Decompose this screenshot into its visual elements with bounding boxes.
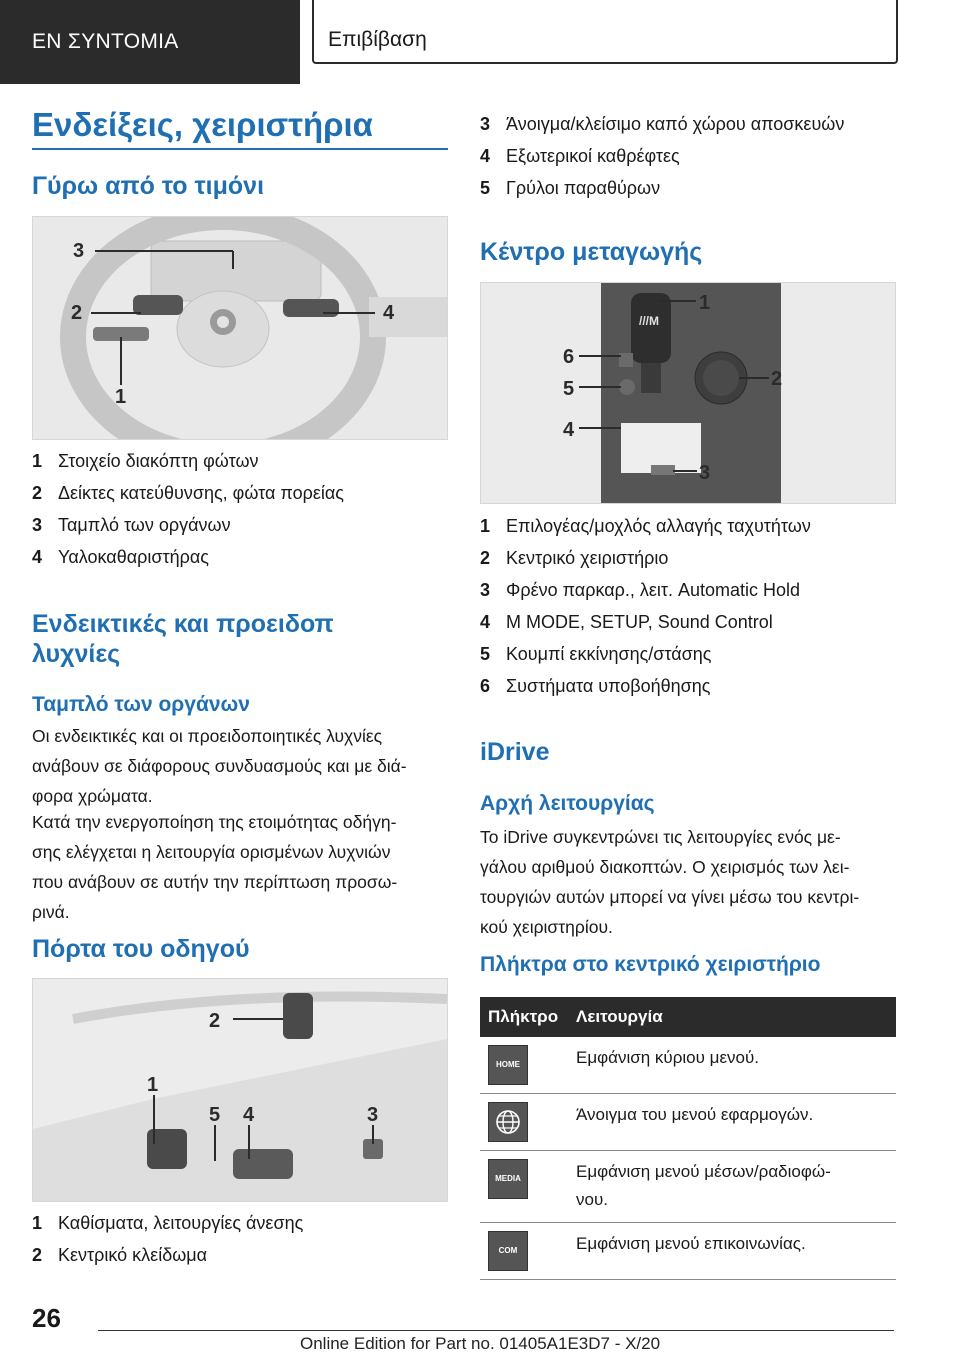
list-item: 1 Στοιχείο διακόπτη φώτων [32, 451, 259, 471]
door-callout-1: 1 [147, 1074, 159, 1096]
keys-heading: Πλήκτρα στο κεντρικό χειριστήριο [480, 953, 821, 976]
table-row: Άνοιγμα του μενού εφαρμογών. [480, 1094, 896, 1151]
media-key-icon: MEDIA [488, 1159, 528, 1199]
title-rule [32, 148, 448, 150]
list-item: 6 Συστήματα υποβοήθησης [480, 676, 711, 696]
door-callout-3: 3 [367, 1104, 379, 1126]
header-chapter-tab [312, 0, 898, 64]
warning-heading-line2: λυχνίες [32, 640, 121, 668]
table-header-key: Πλήκτρο [480, 997, 568, 1037]
driver-door-figure [32, 978, 448, 1202]
footer-edition: Online Edition for Part no. 01405A1E3D7 - X/20 [300, 1334, 661, 1353]
idrive-heading: iDrive [480, 738, 550, 766]
console-callout-6: 6 [563, 346, 575, 368]
door-callout-4: 4 [243, 1104, 255, 1126]
door-callout-2: 2 [209, 1010, 221, 1032]
console-heading: Κέντρο μεταγωγής [480, 238, 703, 266]
console-callout-2: 2 [771, 368, 783, 390]
page-title: Ενδείξεις, χειριστήρια [32, 106, 373, 143]
list-item: 4 Εξωτερικοί καθρέφτες [480, 146, 680, 166]
list-item: 5 Κουμπί εκκίνησης/στάσης [480, 644, 712, 664]
list-item: 1 Επιλογέας/μοχλός αλλαγής ταχυτήτων [480, 516, 811, 536]
console-callout-1: 1 [699, 292, 711, 314]
warning-paragraph-1: Οι ενδεικτικές και οι προειδοποιητικές λυχνίες ανάβουν σε διάφορους συνδυασμούς και με διά- φορα χρώματα. [32, 726, 407, 806]
page-number: 26 [32, 1303, 61, 1333]
table-row: HOME Εμφάνιση κύριου μενού. [480, 1037, 896, 1094]
list-item: 3 Ταμπλό των οργάνων [32, 515, 231, 535]
list-item: 5 Γρύλοι παραθύρων [480, 178, 661, 198]
center-console-figure [480, 282, 896, 504]
controller-keys-table [480, 997, 896, 1280]
idrive-subheading: Αρχή λειτουργίας [480, 792, 655, 815]
steering-heading: Γύρω από το τιμόνι [32, 172, 265, 200]
table-header-function: Λειτουργία [568, 997, 896, 1037]
header-section-label: ΕΝ ΣΥΝΤΟΜΙΑ [32, 30, 179, 53]
console-callout-3: 3 [699, 462, 711, 484]
list-item: 2 Κεντρικό χειριστήριο [480, 548, 669, 568]
console-callout-4: 4 [563, 419, 575, 441]
footer-rule [98, 1330, 894, 1331]
com-key-icon: COM [488, 1231, 528, 1271]
list-item: 3 Φρένο παρκαρ., λειτ. Automatic Hold [480, 580, 801, 600]
driver-door-heading: Πόρτα του οδηγού [32, 935, 250, 963]
warning-heading-line1: Ενδεικτικές και προειδοπ [32, 610, 334, 638]
steering-wheel-figure [32, 216, 448, 440]
table-header-row [480, 997, 896, 1037]
console-callout-5: 5 [563, 378, 575, 400]
warning-paragraph-2: Κατά την ενεργοποίηση της ετοιμότητας οδήγη- σης ελέγχεται η λειτουργία ορισμένων λυχνιών που ανάβουν σε αυτήν την περίπτωση προσω- ρινά. [32, 812, 398, 922]
globe-icon [488, 1102, 528, 1142]
header-chapter-label: Επιβίβαση [328, 28, 427, 51]
home-key-icon: HOME [488, 1045, 528, 1085]
steering-callout-1: 1 [115, 386, 127, 408]
steering-callout-2: 2 [71, 302, 83, 324]
list-item: 3 Άνοιγμα/κλείσιμο καπό χώρου αποσκευών [480, 114, 845, 134]
list-item: 2 Κεντρικό κλείδωμα [32, 1245, 208, 1265]
door-callout-5: 5 [209, 1104, 221, 1126]
idrive-paragraph: Το iDrive συγκεντρώνει τις λειτουργίες ενός με- γάλου αριθμού διακοπτών. Ο χειρισμός των λει- τουργιών αυτών μπορεί να γίνει μέσω του κεντρι- κού χειριστηρίου. [480, 827, 860, 937]
instrument-cluster-subheading: Ταμπλό των οργάνων [32, 693, 250, 716]
list-item: 4 Υαλοκαθαριστήρας [32, 547, 209, 567]
svg-text:///M: ///M [639, 314, 659, 328]
list-item: 1 Καθίσματα, λειτουργίες άνεσης [32, 1213, 304, 1233]
table-row: COM Εμφάνιση μενού επικοινωνίας. [480, 1223, 896, 1280]
list-item: 2 Δείκτες κατεύθυνσης, φώτα πορείας [32, 483, 344, 503]
steering-callout-3: 3 [73, 240, 85, 262]
list-item: 4 M MODE, SETUP, Sound Control [480, 612, 773, 632]
steering-callout-4: 4 [383, 302, 395, 324]
header-section-tab [0, 0, 300, 84]
table-row: MEDIA Εμφάνιση μενού μέσων/ραδιοφώ- νου. [480, 1151, 896, 1223]
